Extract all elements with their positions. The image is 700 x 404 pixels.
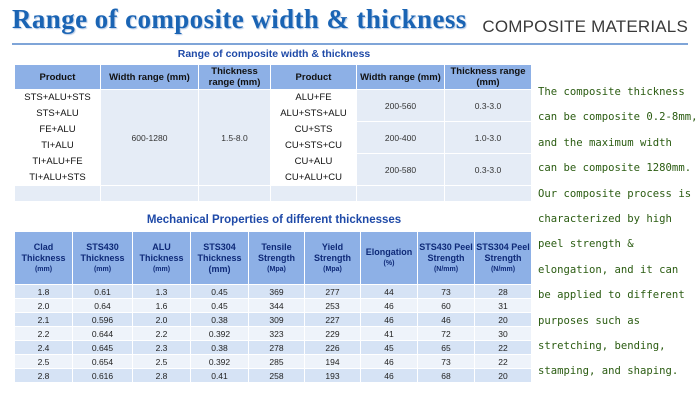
product-cell: TI+ALU+STS — [15, 170, 101, 186]
table-cell: 41 — [361, 327, 418, 341]
column-header-label: Elongation — [365, 247, 413, 257]
table-cell: 344 — [249, 299, 305, 313]
range-table — [14, 64, 532, 202]
product-cell: STS+ALU+STS — [15, 90, 101, 106]
table-cell: 46 — [361, 369, 418, 383]
thickness-range-cell: 0.3-3.0 — [445, 154, 532, 186]
description-line: be applied to different — [538, 289, 685, 302]
table-cell: 229 — [305, 327, 361, 341]
table-cell: 0.644 — [73, 327, 133, 341]
column-header: Product — [271, 65, 357, 90]
column-header-label: Tensile Strength — [258, 241, 295, 263]
table-cell: 46 — [361, 299, 418, 313]
column-header: Thickness range (mm) — [445, 65, 532, 90]
description-line: and the maximum width — [538, 136, 672, 149]
table-cell: 1.6 — [133, 299, 191, 313]
table-cell: 0.616 — [73, 369, 133, 383]
table-cell: 65 — [418, 341, 475, 355]
product-cell: CU+ALU+CU — [271, 170, 357, 186]
table-cell: 20 — [475, 369, 532, 383]
table-row — [15, 122, 532, 138]
column-header — [73, 232, 133, 285]
table-cell: 0.38 — [191, 313, 249, 327]
table-cell: 46 — [361, 313, 418, 327]
table-cell: 2.1 — [15, 313, 73, 327]
mechanical-properties-table — [14, 231, 532, 383]
table-cell: 1.8 — [15, 285, 73, 299]
table-cell: 60 — [418, 299, 475, 313]
table-cell: 0.45 — [191, 299, 249, 313]
table-cell: 2.8 — [15, 369, 73, 383]
column-header-label: STS304 Peel Strength — [476, 241, 530, 263]
table-cell: 30 — [475, 327, 532, 341]
thickness-range-cell: 1.0-3.0 — [445, 122, 532, 154]
table-cell: 253 — [305, 299, 361, 313]
column-header-label: Clad Thickness — [21, 241, 66, 263]
table-cell: 2.4 — [15, 341, 73, 355]
table-cell: 309 — [249, 313, 305, 327]
table-row — [15, 327, 532, 341]
page-title: Range of composite width & thickness — [12, 4, 467, 34]
column-header-unit: (mm) — [152, 265, 171, 273]
table-cell: 44 — [361, 285, 418, 299]
table-cell: 72 — [418, 327, 475, 341]
table-cell: 0.45 — [191, 285, 249, 299]
table-cell: 0.61 — [73, 285, 133, 299]
range-table-caption: Range of composite width & thickness — [177, 48, 371, 60]
description-line: elongation, and it can — [538, 263, 679, 276]
mech-table-header-row — [15, 232, 532, 285]
table-cell: 323 — [249, 327, 305, 341]
table-cell: 20 — [475, 313, 532, 327]
table-cell: 2.8 — [133, 369, 191, 383]
page-header — [0, 0, 700, 42]
column-header: Width range (mm) — [357, 65, 445, 90]
table-cell: 0.41 — [191, 369, 249, 383]
table-cell: 285 — [249, 355, 305, 369]
description-line: Our composite process is — [538, 187, 692, 200]
column-header-unit: (Mpa) — [323, 265, 342, 273]
description-line: can be composite 1280mm. — [538, 162, 692, 175]
range-table-header-row — [15, 65, 532, 90]
column-header: Thickness range (mm) — [199, 65, 271, 90]
table-cell: 226 — [305, 341, 361, 355]
column-header — [133, 232, 191, 285]
column-header — [249, 232, 305, 285]
column-header — [305, 232, 361, 285]
column-header-unit: (N/mm) — [490, 265, 516, 273]
column-header — [418, 232, 475, 285]
mech-table-caption: Mechanical Properties of different thicknesses — [146, 214, 402, 226]
column-header-label: STS304 Thickness (mm) — [197, 241, 242, 274]
table-row — [15, 369, 532, 383]
description-line: The composite thickness — [538, 86, 685, 98]
table-cell: 22 — [475, 355, 532, 369]
product-cell: TI+ALU — [15, 138, 101, 154]
table-cell: 1.3 — [133, 285, 191, 299]
column-header — [191, 232, 249, 285]
column-header: Width range (mm) — [101, 65, 199, 90]
width-range-cell: 600-1280 — [101, 90, 199, 186]
column-header-unit: (Mpa) — [267, 265, 286, 273]
column-header — [475, 232, 532, 285]
product-cell: CU+STS+CU — [271, 138, 357, 154]
table-cell: 2.5 — [133, 355, 191, 369]
table-row — [15, 355, 532, 369]
table-cell: 46 — [361, 355, 418, 369]
description-text — [538, 80, 698, 385]
table-cell: 0.596 — [73, 313, 133, 327]
width-range-cell: 200-400 — [357, 122, 445, 154]
table-cell: 2.2 — [133, 327, 191, 341]
column-header-label: ALU Thickness — [139, 241, 184, 263]
table-row — [15, 313, 532, 327]
table-cell: 0.64 — [73, 299, 133, 313]
column-header-unit: (mm) — [93, 265, 112, 273]
table-cell: 0.392 — [191, 327, 249, 341]
table-cell: 2.2 — [15, 327, 73, 341]
column-header-label: STS430 Thickness — [80, 241, 125, 263]
table-cell: 0.38 — [191, 341, 249, 355]
product-cell: TI+ALU+FE — [15, 154, 101, 170]
description-line: purposes such as — [538, 314, 641, 327]
description-line: can be composite 0.2-8mm, — [538, 111, 698, 124]
width-range-cell: 200-560 — [357, 90, 445, 122]
table-cell: 2.5 — [15, 355, 73, 369]
table-cell: 0.654 — [73, 355, 133, 369]
product-cell: FE+ALU — [15, 122, 101, 138]
column-header-label: Yield Strength — [314, 241, 351, 263]
table-cell: 369 — [249, 285, 305, 299]
table-cell: 2.0 — [15, 299, 73, 313]
description-line: peel strength & — [538, 238, 634, 251]
table-row — [15, 154, 532, 170]
column-header-unit: (%) — [383, 260, 395, 267]
description-line: characterized by high — [538, 213, 672, 226]
table-row — [15, 299, 532, 313]
table-cell: 2.0 — [133, 313, 191, 327]
table-row — [15, 90, 532, 106]
product-cell: ALU+STS+ALU — [271, 106, 357, 122]
column-header: Product — [15, 65, 101, 90]
description-line: stretching, bending, — [538, 340, 666, 353]
width-range-cell: 200-580 — [357, 154, 445, 186]
table-footer-row — [15, 186, 532, 202]
table-cell: 28 — [475, 285, 532, 299]
table-cell: 73 — [418, 285, 475, 299]
table-cell: 194 — [305, 355, 361, 369]
description-line: stamping, and shaping. — [538, 365, 679, 378]
column-header — [361, 232, 418, 285]
table-cell: 227 — [305, 313, 361, 327]
table-cell: 68 — [418, 369, 475, 383]
table-cell: 258 — [249, 369, 305, 383]
table-cell: 45 — [361, 341, 418, 355]
product-cell: ALU+FE — [271, 90, 357, 106]
table-cell: 193 — [305, 369, 361, 383]
column-header-label: STS430 Peel Strength — [419, 241, 473, 263]
table-cell: 277 — [305, 285, 361, 299]
table-cell: 46 — [418, 313, 475, 327]
column-header — [15, 232, 73, 285]
table-cell: 278 — [249, 341, 305, 355]
table-cell: 31 — [475, 299, 532, 313]
column-header-unit: (N/mm) — [433, 265, 459, 273]
brand-label: COMPOSITE MATERIALS — [482, 17, 688, 36]
table-cell: 22 — [475, 341, 532, 355]
product-cell: STS+ALU — [15, 106, 101, 122]
product-cell: CU+STS — [271, 122, 357, 138]
product-cell: CU+ALU — [271, 154, 357, 170]
column-header-unit: (mm) — [34, 265, 53, 273]
table-row — [15, 285, 532, 299]
thickness-range-cell: 1.5-8.0 — [199, 90, 271, 186]
table-cell: 73 — [418, 355, 475, 369]
table-row — [15, 341, 532, 355]
table-cell: 2.3 — [133, 341, 191, 355]
table-cell: 0.645 — [73, 341, 133, 355]
table-cell: 0.392 — [191, 355, 249, 369]
thickness-range-cell: 0.3-3.0 — [445, 90, 532, 122]
header-divider — [12, 43, 688, 45]
